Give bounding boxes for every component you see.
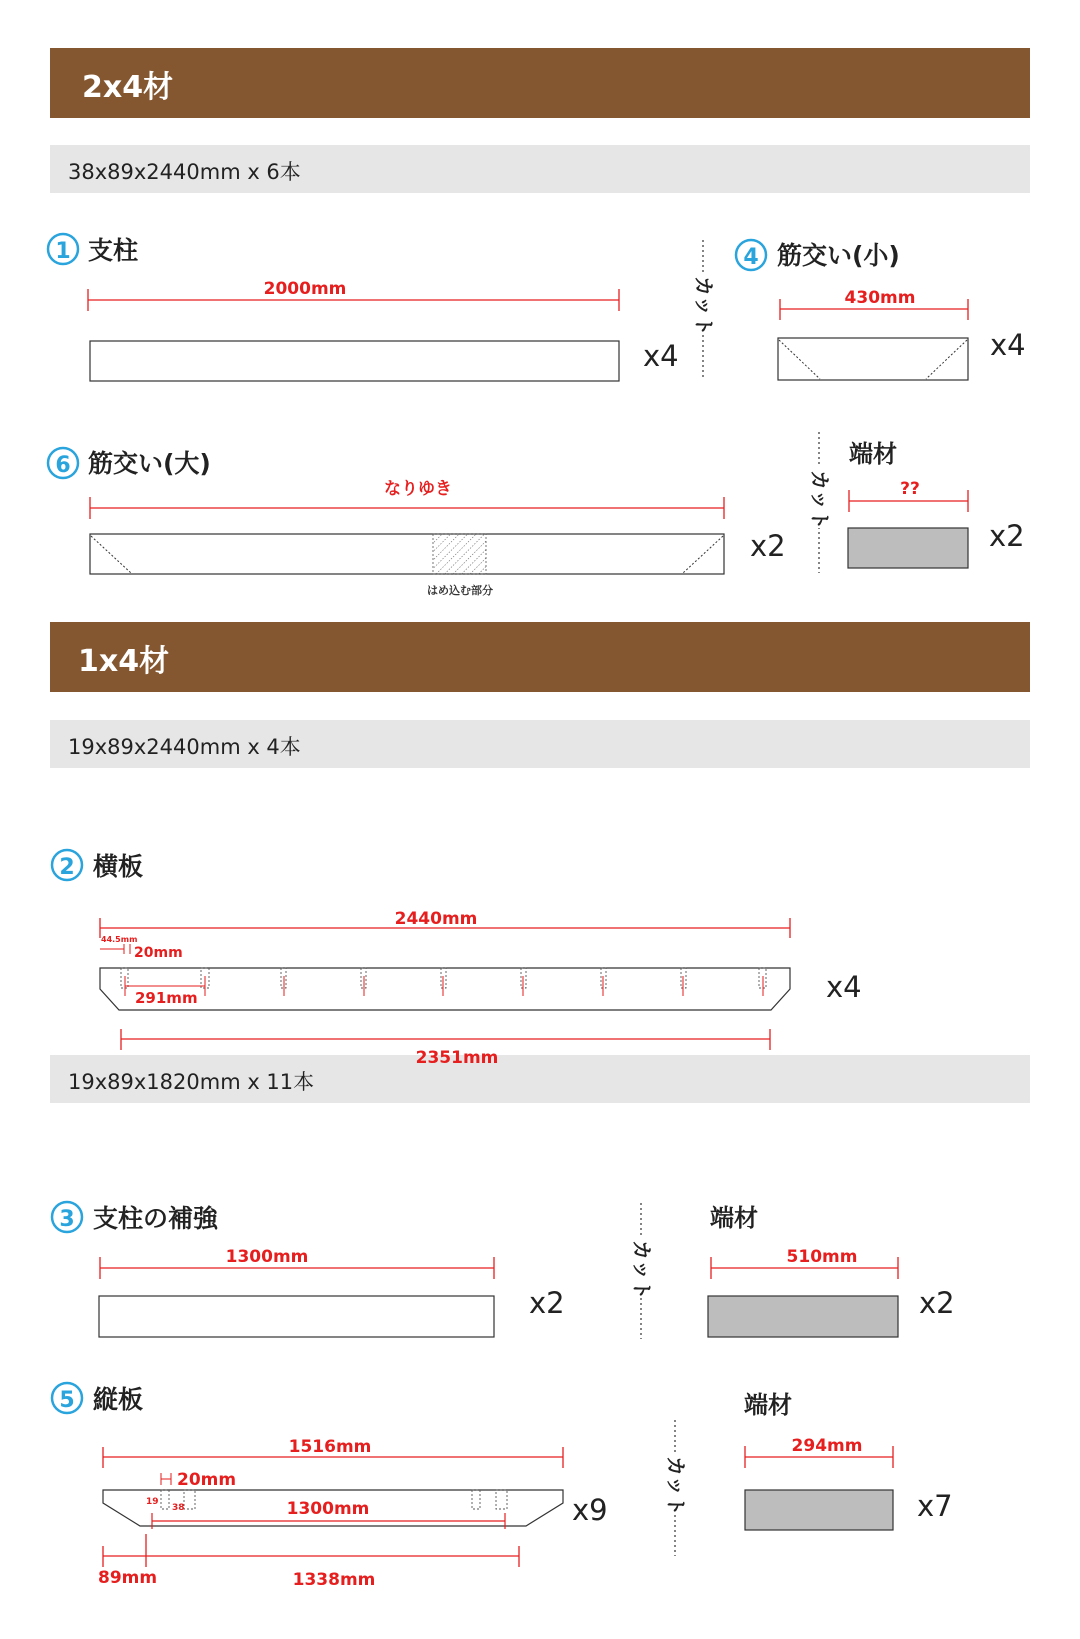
- part-4: [736, 240, 1026, 380]
- cut-label: カット: [808, 470, 832, 530]
- dimension-label: 1300mm: [225, 1247, 309, 1267]
- section-title: 1x4材: [78, 644, 170, 679]
- cut-line: [806, 432, 832, 573]
- dimension-label: 38: [172, 1503, 185, 1513]
- dimension-label: 430mm: [844, 288, 916, 308]
- dimension-label: なりゆき: [384, 479, 452, 499]
- part-name: 筋交い(小): [777, 241, 900, 270]
- part-3: [52, 1202, 565, 1337]
- quantity: x2: [919, 1286, 955, 1320]
- board: [100, 968, 790, 1010]
- quantity: x4: [826, 970, 862, 1004]
- part-number: 6: [55, 453, 71, 478]
- scrap-1x4-a: [708, 1204, 955, 1337]
- scrap-board: [708, 1296, 898, 1337]
- quantity: x9: [572, 1493, 608, 1527]
- part-number: 4: [743, 245, 759, 270]
- part-1: [48, 234, 679, 381]
- dimension-label: 2351mm: [415, 1048, 499, 1068]
- part-number: 5: [59, 1388, 75, 1413]
- part-name: 筋交い(大): [88, 449, 211, 478]
- scrap-name: 端材: [744, 1391, 792, 1419]
- cut-line: [691, 240, 716, 378]
- dimension-label: ??: [900, 479, 920, 499]
- quantity: x4: [643, 339, 679, 373]
- scrap-board: [745, 1490, 893, 1530]
- quantity: x2: [750, 529, 786, 563]
- part-name: 支柱: [88, 236, 139, 265]
- part-6: [48, 448, 786, 597]
- cut-label: カット: [664, 1456, 688, 1516]
- dimension-label: 510mm: [786, 1247, 858, 1267]
- part-2: [52, 850, 862, 1068]
- fitting-area: [433, 534, 486, 574]
- scrap-name: 端材: [849, 440, 897, 468]
- fitting-area-note: はめ込む部分: [427, 584, 493, 597]
- dimension-label: 89mm: [98, 1568, 158, 1588]
- spec-text: 19x89x1820mm x 11本: [68, 1070, 315, 1094]
- part-name: 縦板: [93, 1385, 144, 1414]
- scrap-board: [848, 528, 968, 568]
- part-number: 2: [59, 855, 75, 880]
- cut-label: カット: [630, 1240, 654, 1300]
- scrap-name: 端材: [710, 1204, 758, 1232]
- scrap-1x4-b: [744, 1391, 953, 1530]
- spec-text: 38x89x2440mm x 6本: [68, 160, 301, 184]
- cut-line: [662, 1420, 688, 1556]
- dimension-label: 44.5mm: [101, 935, 138, 944]
- part-number: 1: [55, 239, 71, 264]
- dimension-label: 1300mm: [286, 1499, 370, 1519]
- quantity: x4: [990, 328, 1026, 362]
- scrap-2x4: [848, 440, 1025, 568]
- dimension-label: 291mm: [135, 989, 198, 1007]
- dimension-label: 2000mm: [263, 279, 347, 299]
- quantity: x2: [989, 519, 1025, 553]
- dimension-label: 294mm: [791, 1436, 863, 1456]
- board: [90, 341, 619, 381]
- part-name: 支柱の補強: [93, 1204, 219, 1233]
- spec-text: 19x89x2440mm x 4本: [68, 735, 301, 759]
- dimension-label: 20mm: [134, 945, 183, 961]
- dimension-label: 2440mm: [394, 909, 478, 929]
- quantity: x7: [917, 1489, 953, 1523]
- board: [99, 1296, 494, 1337]
- part-number: 3: [59, 1207, 75, 1232]
- section-title: 2x4材: [82, 70, 174, 105]
- board: [778, 338, 968, 380]
- dimension-label: 1516mm: [288, 1437, 372, 1457]
- board: [90, 534, 724, 574]
- quantity: x2: [529, 1286, 565, 1320]
- part-name: 横板: [93, 852, 144, 881]
- dimension-label: 1338mm: [292, 1570, 376, 1590]
- part-5: [52, 1383, 608, 1590]
- cut-label: カット: [692, 276, 716, 336]
- cut-line: [628, 1203, 654, 1339]
- dimension-label: 20mm: [177, 1470, 237, 1490]
- dimension-label: 19: [146, 1497, 159, 1507]
